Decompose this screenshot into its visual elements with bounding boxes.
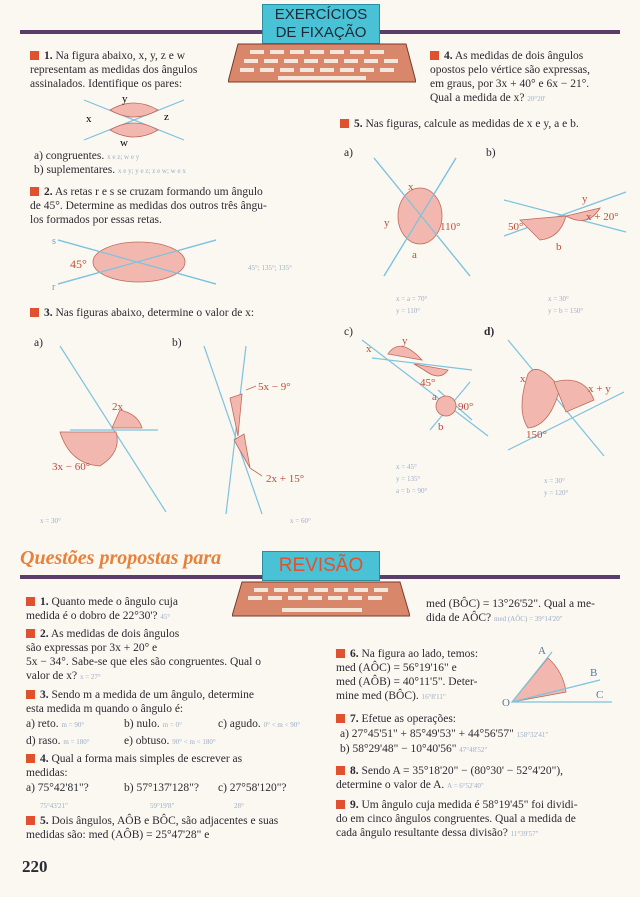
fig5c-angle1: 45° <box>420 377 436 389</box>
rev-q4-c-answer: 28° <box>234 802 244 810</box>
fix-q2-line3: los formados por essas retas. <box>30 214 162 226</box>
bullet-square-icon <box>26 816 35 825</box>
bullet-square-icon <box>336 766 345 775</box>
rev-q8-answer: A = 6°52'40" <box>447 782 484 790</box>
rev-q1-line2: medida é o dobro de 22°30'? 45° <box>26 610 171 622</box>
rev-q4-a: a) 75°42'81"? <box>26 782 89 794</box>
fig5c-x: x <box>366 343 372 355</box>
rev-q3: 3. Sendo m a medida de um ângulo, determine <box>26 688 254 702</box>
fix-q2-answer: 45°; 135°; 135° <box>248 264 292 272</box>
fig5c-y: y <box>402 335 408 347</box>
fix-q1-b: b) suplementares. x e y; y e z; z e w; w e x <box>34 164 186 176</box>
rev-q9-line2: do em cinco ângulos congruentes. Qual a medida de <box>336 813 576 825</box>
header-line1: EXERCÍCIOS <box>274 6 368 23</box>
rev-q5-answer: med (AÔC) = 39°14'20" <box>494 615 563 623</box>
figure-5b <box>500 180 630 260</box>
rev-q2-line3: 5x − 34°. Sabe-se que eles são congruentes. Qual o <box>26 656 261 668</box>
fix-q5-c-answer-3: a = b = 90° <box>396 487 428 495</box>
bullet-square-icon <box>340 119 349 128</box>
figure-5d <box>494 330 634 460</box>
fig1-label-w: w <box>120 137 128 148</box>
fig5c-b: b <box>438 421 444 433</box>
rev-q6-line2: med (AÔC) = 56°19'16" e <box>336 662 457 674</box>
fix-q3-a-label: a) <box>34 337 43 349</box>
rev-q8-line2: determine o valor de A. A = 6°52'40" <box>336 779 484 791</box>
figure-6-angles <box>500 644 618 708</box>
bullet-square-icon <box>26 597 35 606</box>
fig2-label-s: s <box>52 236 56 247</box>
fix-q5-d-answer-2: y = 120° <box>544 489 569 497</box>
figure-5a <box>360 150 480 285</box>
fix-q5-a-label: a) <box>344 147 353 159</box>
bullet-square-icon <box>30 51 39 60</box>
fix-q5-c-answer-1: x = 45° <box>396 463 417 471</box>
rev-q4-a-answer: 75°43'21" <box>40 802 68 810</box>
section-header <box>262 4 380 44</box>
rev-q6-answer: 16°8'11" <box>421 693 446 701</box>
fix-q5-d-label: d) <box>484 326 495 338</box>
rev-q3-a: a) reto. m = 90° <box>26 718 85 730</box>
fix-q3-a-answer: x = 30° <box>40 517 61 525</box>
fig1-label-z: z <box>164 111 169 123</box>
fix-q1: 1. Na figura abaixo, x, y, z e w <box>30 49 185 63</box>
rev-q3-d: d) raso. m = 180° <box>26 735 90 747</box>
fix-q5-c-answer-2: y = 135° <box>396 475 421 483</box>
rev-q2: 2. As medidas de dois ângulos <box>26 627 179 641</box>
rev-q7: 7. Efetue as operações: <box>336 712 456 726</box>
fig5c-a: a <box>432 391 437 403</box>
rev-q3-line2: esta medida m quando o ângulo é: <box>26 703 184 715</box>
fix-q1-line2: representam as medidas dos ângulos <box>30 64 198 76</box>
rev-q2-line2: são expressas por 3x + 20° e <box>26 642 158 654</box>
bullet-square-icon <box>26 690 35 699</box>
fig5a-y: y <box>384 217 390 229</box>
fix-q4-line4: Qual a medida de x? 20°20' <box>430 92 546 104</box>
fix-q1-a: a) congruentes. x e z; w e y <box>34 150 140 162</box>
rev-q3-b: b) nulo. m = 0° <box>124 718 182 730</box>
typewriter-illustration <box>228 42 416 84</box>
fig5d-angle: 150° <box>526 429 547 441</box>
figure-3b <box>190 340 330 520</box>
rev-q6-line3: med (AÔB) = 40°11'5". Deter- <box>336 676 478 688</box>
fig5a-x: x <box>408 181 414 193</box>
fig6-A: A <box>538 645 546 657</box>
rev-q5: 5. Dois ângulos, AÔB e BÔC, são adjacentes e suas <box>26 814 278 828</box>
bullet-square-icon <box>430 51 439 60</box>
fig5b-angle2: x + 20° <box>586 211 619 223</box>
rev-q9-line3: cada ângulo resultante dessa divisão? 11°39'57" <box>336 827 539 839</box>
fig5b-angle1: 50° <box>508 221 524 233</box>
rev-q6: 6. Na figura ao lado, temos: <box>336 647 478 661</box>
fig2-label-r: r <box>52 282 56 292</box>
fix-q5-b-answer-2: y = b = 150° <box>548 307 584 315</box>
review-script-title: Questões propostas para <box>20 547 222 569</box>
fix-q4-line2: opostos pelo vértice são expressas, <box>430 64 591 76</box>
fix-q4: 4. As medidas de dois ângulos <box>430 49 583 63</box>
fig5b-b: b <box>556 241 562 253</box>
fig1-label-x: x <box>86 113 92 125</box>
rev-q3-e: e) obtuso. 90° < m < 180° <box>124 735 216 747</box>
figure-5c <box>352 330 492 440</box>
fig6-O: O <box>502 697 510 708</box>
bullet-square-icon <box>30 187 39 196</box>
fix-q2: 2. As retas r e s se cruzam formando um ângulo <box>30 185 263 199</box>
rev-q1-answer: 45° <box>160 613 171 621</box>
fig3a-top: 2x <box>112 401 123 413</box>
fig3a-bottom: 3x − 60° <box>52 461 91 473</box>
header-line2: DE FIXAÇÃO <box>275 24 367 41</box>
review-header-box: REVISÃO <box>262 551 380 581</box>
fix-q3-b-answer: x = 60° <box>290 517 311 525</box>
rev-q7-b: b) 58°29'48" − 10°40'56" 47°48'52" <box>340 743 488 755</box>
fix-q5-d-answer-1: x = 30° <box>544 477 565 485</box>
fig1-label-y: y <box>122 93 128 105</box>
bullet-square-icon <box>26 629 35 638</box>
rev-q9: 9. Um ângulo cuja medida é 58°19'45" foi dividi- <box>336 798 578 812</box>
fig5d-x: x <box>520 373 526 385</box>
fix-q2-line2: de 45°. Determine as medidas dos outros três ângu- <box>30 200 267 212</box>
figure-1-crossing-lines <box>80 92 190 148</box>
bullet-square-icon <box>336 800 345 809</box>
rev-q5-line2: medidas são: med (AÔB) = 25°47'28" e <box>26 829 210 841</box>
fix-q1-a-answer: x e z; w e y <box>107 153 140 161</box>
fig3b-bottom: 2x + 15° <box>266 473 305 485</box>
rev-q2-answer: x = 27° <box>79 673 101 681</box>
fix-q3-b-label: b) <box>172 337 182 349</box>
rev-q4-b: b) 57°137'128"? <box>124 782 199 794</box>
fix-q3: 3. Nas figuras abaixo, determine o valor de x: <box>30 306 254 320</box>
fix-q5-a-answer-1: x = a = 70° <box>396 295 428 303</box>
rev-q1: 1. Quanto mede o ângulo cuja <box>26 595 178 609</box>
fig6-C: C <box>596 689 604 701</box>
fig5a-angle: 110° <box>440 221 461 233</box>
rev-q7-b-answer: 47°48'52" <box>459 746 488 754</box>
rev-q8: 8. Sendo A = 35°18'20" − (80°30' − 52°4'20"), <box>336 764 563 778</box>
figure-3a <box>40 340 170 520</box>
rev-q9-answer: 11°39'57" <box>510 830 539 838</box>
fig2-angle: 45° <box>70 257 87 271</box>
page-number: 220 <box>22 857 48 876</box>
rev-q4-b-answer: 59°19'8" <box>150 802 175 810</box>
bullet-square-icon <box>336 649 345 658</box>
fig5a-a: a <box>412 249 417 261</box>
fix-q5-b-label: b) <box>486 147 496 159</box>
rev-q2-line4: valor de x? x = 27° <box>26 670 101 682</box>
rev-q3-c: c) agudo. 0° < m < 90° <box>218 718 301 730</box>
rev-q5-cont2: dida de AÔC? med (AÔC) = 39°14'20" <box>426 612 563 624</box>
rev-q7-a: a) 27°45'51" + 85°49'53" + 44°56'57" 158°32'41" <box>340 728 549 740</box>
fix-q4-answer: 20°20' <box>527 95 546 103</box>
rev-q4: 4. Qual a forma mais simples de escrever as <box>26 752 242 766</box>
fix-q1-b-answer: x e y; y e z; z e w; w e x <box>118 167 186 175</box>
fix-q1-line1: Na figura abaixo, x, y, z e w <box>55 50 186 62</box>
fix-q5-c-label: c) <box>344 326 353 338</box>
rev-q4-c: c) 27°58'120"? <box>218 782 287 794</box>
rev-q5-cont1: med (BÔC) = 13°26'52". Qual a me- <box>426 598 595 610</box>
fix-q4-line3: em graus, por 3x + 40° e 6x − 21°. <box>430 78 590 90</box>
fig3b-top: 5x − 9° <box>258 381 291 393</box>
fix-q5-a-answer-2: y = 110° <box>396 307 420 315</box>
bullet-square-icon <box>26 754 35 763</box>
fig6-B: B <box>590 667 598 679</box>
bullet-square-icon <box>336 714 345 723</box>
fix-q5: 5. Nas figuras, calcule as medidas de x e y, a e b. <box>340 117 579 131</box>
typewriter-illustration-2 <box>232 580 410 618</box>
fix-q1-line3: assinalados. Identifique os pares: <box>30 78 183 90</box>
rev-q6-line4: mine med (BÔC). 16°8'11" <box>336 690 446 702</box>
bullet-square-icon <box>30 308 39 317</box>
fig5c-angle2: 90° <box>458 401 474 413</box>
figure-2-lines-r-s <box>50 232 220 292</box>
fix-q5-b-answer-1: x = 30° <box>548 295 569 303</box>
fig5b-y: y <box>582 193 588 205</box>
fig5d-expr: x + y <box>588 383 611 395</box>
rev-q4-line2: medidas: <box>26 767 68 779</box>
rev-q7-a-answer: 158°32'41" <box>516 731 549 739</box>
